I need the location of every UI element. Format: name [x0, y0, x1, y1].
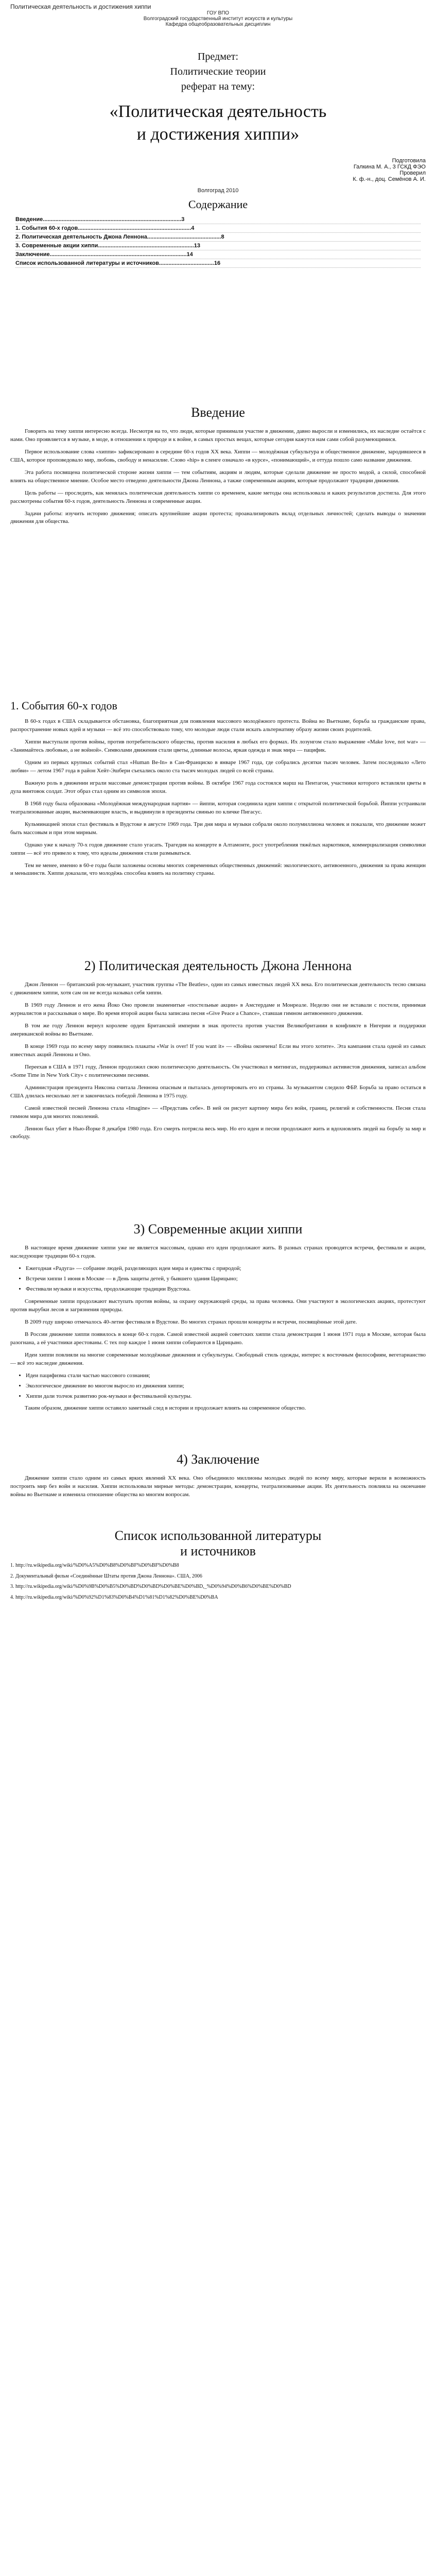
cover-title-line1: «Политическая деятельность	[109, 102, 327, 121]
reference-item[interactable]: 1. http://ru.wikipedia.org/wiki/%D0%A5%D0%B8%D0%BF%D0%BF%D0%B8	[10, 1563, 179, 1569]
cover-title-line2: и достижения хиппи»	[136, 125, 300, 144]
sec1-paragraph: В 60-х годах в США складывается обстановка, благоприятная для появления массового молодёжного протеста. Война во Вьетнаме, борьба за гражданские права, распространение новых идей и музыки — всё это способствовало тому, что молодые люди стали искать альтернативу образу жизни своих родителей.	[10, 718, 426, 733]
reference-item: 2. Документальный фильм «Соединённые Штаты против Джона Леннона». США, 2006	[10, 1573, 202, 1579]
toc-item[interactable]: 2. Политическая деятельность Джона Леннона...............................................8	[15, 233, 421, 242]
sec3-bullets2	[26, 1372, 426, 1401]
doc-header	[10, 3, 426, 27]
document-page	[5, 0, 431, 2576]
sec1-heading: 1. События 60-х годов	[10, 699, 117, 713]
toc-heading: Содержание	[188, 198, 248, 211]
intro-paragraph: Первое использование слова «хиппи» зафиксировано в середине 60-х годов XX века. Хиппи — молодёжная субкультура и общественное движение, зародившееся в США, которое проповедовало мир, любовь, свободу и ненасилие. Слово «hip» в сленге означало «в курсе», «понимающий», и оттуда пошло само название движения.	[10, 448, 426, 463]
inst-line: Волгоградский государственный институт искусств и культуры	[143, 16, 293, 22]
prepared-line: К. ф.-н., доц. Семёнов А. И.	[353, 176, 426, 182]
toc-item[interactable]: 1. События 60-х годов........................................................................4	[15, 224, 421, 233]
list-item: • Фестивали музыки и искусства, продолжающие традиции Вудстока.	[26, 1285, 426, 1294]
referat-label: реферат на тему:	[181, 81, 255, 92]
sec1-paragraph: Кульминацией эпохи стал фестиваль в Вудстоке в августе 1969 года. Три дня мира и музыки собрали около полумиллиона человек и показали, что движение может быть массовым и при этом мирным.	[10, 821, 426, 836]
list-item: • Идеи пацифизма стали частью массового сознания;	[26, 1372, 426, 1380]
sec2-heading: 2) Политическая деятельность Джона Леннона	[84, 958, 352, 974]
prepared-block	[10, 158, 426, 182]
list-item: • Экологическое движение во многом выросло из движения хиппи;	[26, 1382, 426, 1391]
sec2-paragraph: Самой известной песней Леннона стала «Imagine» — «Представь себе». В ней он рисует картину мира без войн, границ, религий и собственности. Песня стала гимном мира для многих поколений.	[10, 1105, 426, 1120]
list-item: • Ежегодная «Радуга» — собрание людей, разделяющих идеи мира и единства с природой;	[26, 1265, 426, 1273]
sec1-paragraph: В 1968 году была образована «Молодёжная международная партия» — йиппи, которая соединила идеи хиппи с открытой политической борьбой. Йиппи устраивали театрализованные акции, высмеивающие власть, и выдвинули в президенты свинью по кличке Пигасус.	[10, 800, 426, 815]
sec3-closing: Таким образом, движение хиппи оставило заметный след в истории и продолжает влиять на современное общество.	[25, 1405, 306, 1412]
subject-label: Предмет:	[197, 51, 239, 62]
prepared-line: Галкина М. А., 3 ГСКД ФЭО	[353, 164, 426, 170]
sec2-paragraph: В 1969 году Леннон и его жена Йоко Оно провели знаменитые «постельные акции» в Амстердаме и Монреале. Неделю они не вставали с постели, принимая журналистов и рассказывая о мире. Во время второй акции была записана песня «Give Peace a Chance», ставшая гимном антивоенного движения.	[10, 1002, 426, 1017]
sec1-paragraph: Однако уже к началу 70-х годов движение стало угасать. Трагедия на концерте в Алтамонте, рост употребления тяжёлых наркотиков, коммерциализация символики хиппи — всё это привело к тому, что идеалы движения стали размываться.	[10, 841, 426, 856]
intro-heading: Введение	[191, 405, 245, 420]
sec2-paragraph: Джон Леннон — британский рок-музыкант, участник группы «The Beatles», один из самых известных людей XX века. Его политическая деятельность тесно связана с движением хиппи, хотя сам он не всегда называл себя хиппи.	[10, 981, 426, 996]
sec3-paragraph: В России движение хиппи появилось в конце 60-х годов. Самой известной акцией советских хиппи стала демонстрация 1 июня 1971 года в Москве, которая была разогнана, а её участники арестованы. С тех пор каждое 1 июня хиппи собираются в Царицыно.	[10, 1331, 426, 1346]
sec3-heading: 3) Современные акции хиппи	[133, 1222, 303, 1237]
sec3-paragraph: Идеи хиппи повлияли на многие современные молодёжные движения и субкультуры. Свободный стиль одежды, интерес к восточным философиям, вегетарианство — всё это наследие движения.	[10, 1351, 426, 1366]
reference-item[interactable]: 3. http://ru.wikipedia.org/wiki/%D0%9B%D0%B5%D0%BD%D0%BD%D0%BE%D0%BD,_%D0%94%D0%B6%D0%BE%D0%BD	[10, 1584, 291, 1590]
sec1-paragraph: Хиппи выступали против войны, против потребительского общества, против насилия в любых его формах. Их лозунгом стало выражение «Make love, not war» — «Занимайтесь любовью, а не войной». Символами движения стали цветы, длинные волосы, яркая одежда и знак мира — пацифик.	[10, 739, 426, 754]
intro-paragraph: Задачи работы: изучить историю движения; описать крупнейшие акции протеста; проанализировать вклад отдельных личностей; сделать выводы о значении движения для общества.	[10, 510, 426, 525]
toc	[15, 215, 421, 268]
sec3-bullets	[26, 1265, 426, 1294]
references-heading-line: и источников	[180, 1544, 256, 1559]
sec1-paragraph: Тем не менее, именно в 60-е годы были заложены основы многих современных общественных движений: экологического, антивоенного, движения за права женщин и меньшинств. Хиппи доказали, что молодёжь способна влиять на политику страны.	[10, 862, 426, 877]
reference-item[interactable]: 4. http://ru.wikipedia.org/wiki/%D0%92%D1%83%D0%B4%D1%81%D1%82%D0%BE%D0%BA	[10, 1594, 218, 1600]
intro-paragraph: Цель работы — проследить, как менялась политическая деятельность хиппи со временем, какие методы она использовала и каких результатов достигла. Для этого рассмотрены события 60-х годов, деятельность Леннона и современные акции.	[10, 489, 426, 504]
references-heading	[10, 1528, 426, 1559]
sec2-paragraph: Леннон был убит в Нью-Йорке 8 декабря 1980 года. Его смерть потрясла весь мир. Но его идеи и песни продолжают жить и вдохновлять людей на борьбу за мир и свободу.	[10, 1125, 426, 1140]
subject-name: Политические теории	[170, 66, 266, 77]
city-year: Волгоград 2010	[197, 188, 239, 194]
sec1-paragraph: Важную роль в движении играли массовые демонстрации против войны. В октябре 1967 года состоялся марш на Пентагон, участники которого вставляли цветы в дула винтовок солдат. Этот образ стал одним из символов эпохи.	[10, 780, 426, 794]
sec2-paragraph: Администрация президента Никсона считала Леннона опасным и пыталась депортировать его из страны. За музыкантом следило ФБР. Борьба за право остаться в США длилась несколько лет и закончилась победой Леннона в 1975 году.	[10, 1084, 426, 1099]
toc-item[interactable]: 3. Современные акции хиппи.............................................................13	[15, 242, 421, 250]
conclusion-heading: 4) Заключение	[177, 1452, 259, 1467]
references-list	[10, 1562, 426, 1601]
sec2-paragraph: В конце 1969 года по всему миру появились плакаты «War is over! If you want it» — «Война окончена! Если вы этого хотите». Эта кампания стала одной из самых известных акций Леннона и Оно.	[10, 1043, 426, 1058]
list-item: • Встречи хиппи 1 июня в Москве — в День защиты детей, у бывшего здания Царицыно;	[26, 1275, 426, 1283]
inst-line: ГОУ ВПО	[206, 10, 230, 16]
prepared-line: Проверил	[399, 170, 426, 176]
toc-item[interactable]: Заключение.......................................................................................14	[15, 250, 421, 259]
toc-item[interactable]: Список использованной литературы и источников...................................16	[15, 259, 421, 268]
sec2-paragraph: Переехав в США в 1971 году, Леннон продолжил свою политическую деятельность. Он участвовал в митингах, поддерживал активистов движения, записал альбом «Some Time in New York City» с политическими песнями.	[10, 1063, 426, 1078]
sec3-intro: В настоящее время движение хиппи уже не является массовым, однако его идеи продолжают жить. В разных странах проводятся встречи, фестивали и акции, наследующие традиции 60-х годов.	[10, 1245, 426, 1260]
sec1-paragraph: Одним из первых крупных событий стал «Human Be-In» в Сан-Франциско в январе 1967 года, где собрались десятки тысяч человек. Затем последовало «Лето любви» — летом 1967 года в район Хейт-Эшбери съехались около ста тысяч молодых людей со всей страны.	[10, 759, 426, 774]
intro-paragraph: Эта работа посвящена политической стороне жизни хиппи — тем событиям, акциям и людям, которые сделали движение не просто модой, а силой, способной влиять на общественное мнение. Особое место отведено деятельности Джона Леннона, а также современным акциям, которые продолжают традиции движения.	[10, 469, 426, 484]
references-heading-line: Список использованной литературы	[114, 1528, 322, 1544]
prepared-line: Подготовила	[392, 158, 426, 164]
sec3-paragraph: В 2009 году широко отмечалось 40-летие фестиваля в Вудстоке. Во многих странах прошли концерты и встречи, посвящённые этой дате.	[25, 1318, 357, 1325]
list-item: • Хиппи дали толчок развитию рок-музыки и фестивальной культуры.	[26, 1393, 426, 1401]
inst-line: Кафедра общеобразовательных дисциплин	[165, 22, 271, 27]
conclusion-paragraph: Движение хиппи стало одним из самых ярких явлений XX века. Оно объединило миллионы молодых людей по всему миру, которые верили в возможность построить мир без войн и насилия. Хиппи использовали мирные методы: демонстрации, концерты, театрализованные акции. Их деятельность повлияла на окончание войны во Вьетнаме и изменила отношение общества ко многим вопросам.	[10, 1475, 426, 1498]
toc-item[interactable]: Введение........................................................................................3	[15, 215, 421, 224]
sec2-paragraph: В том же году Леннон вернул королеве орден Британской империи в знак протеста против участия Великобритании в конфликте в Нигерии и поддержки американской войны во Вьетнаме.	[10, 1023, 426, 1038]
sec3-paragraph: Современные хиппи продолжают выступать против войны, за охрану окружающей среды, за права человека. Они участвуют в экологических акциях, протестуют против вырубки лесов и загрязнения природы.	[10, 1298, 426, 1313]
doc-title: Политическая деятельность и достижения хиппи	[10, 3, 151, 10]
intro-paragraph: Говорить на тему хиппи интересно всегда. Несмотря на то, что люди, которые принимали участие в движении, давно выросли и изменились, их наследие остаётся с нами. Оно проявляется в музыке, в моде, в отношении к природе и к войне, в самых простых вещах, которые сегодня кажутся нам сами собой разумеющимися.	[10, 428, 426, 443]
